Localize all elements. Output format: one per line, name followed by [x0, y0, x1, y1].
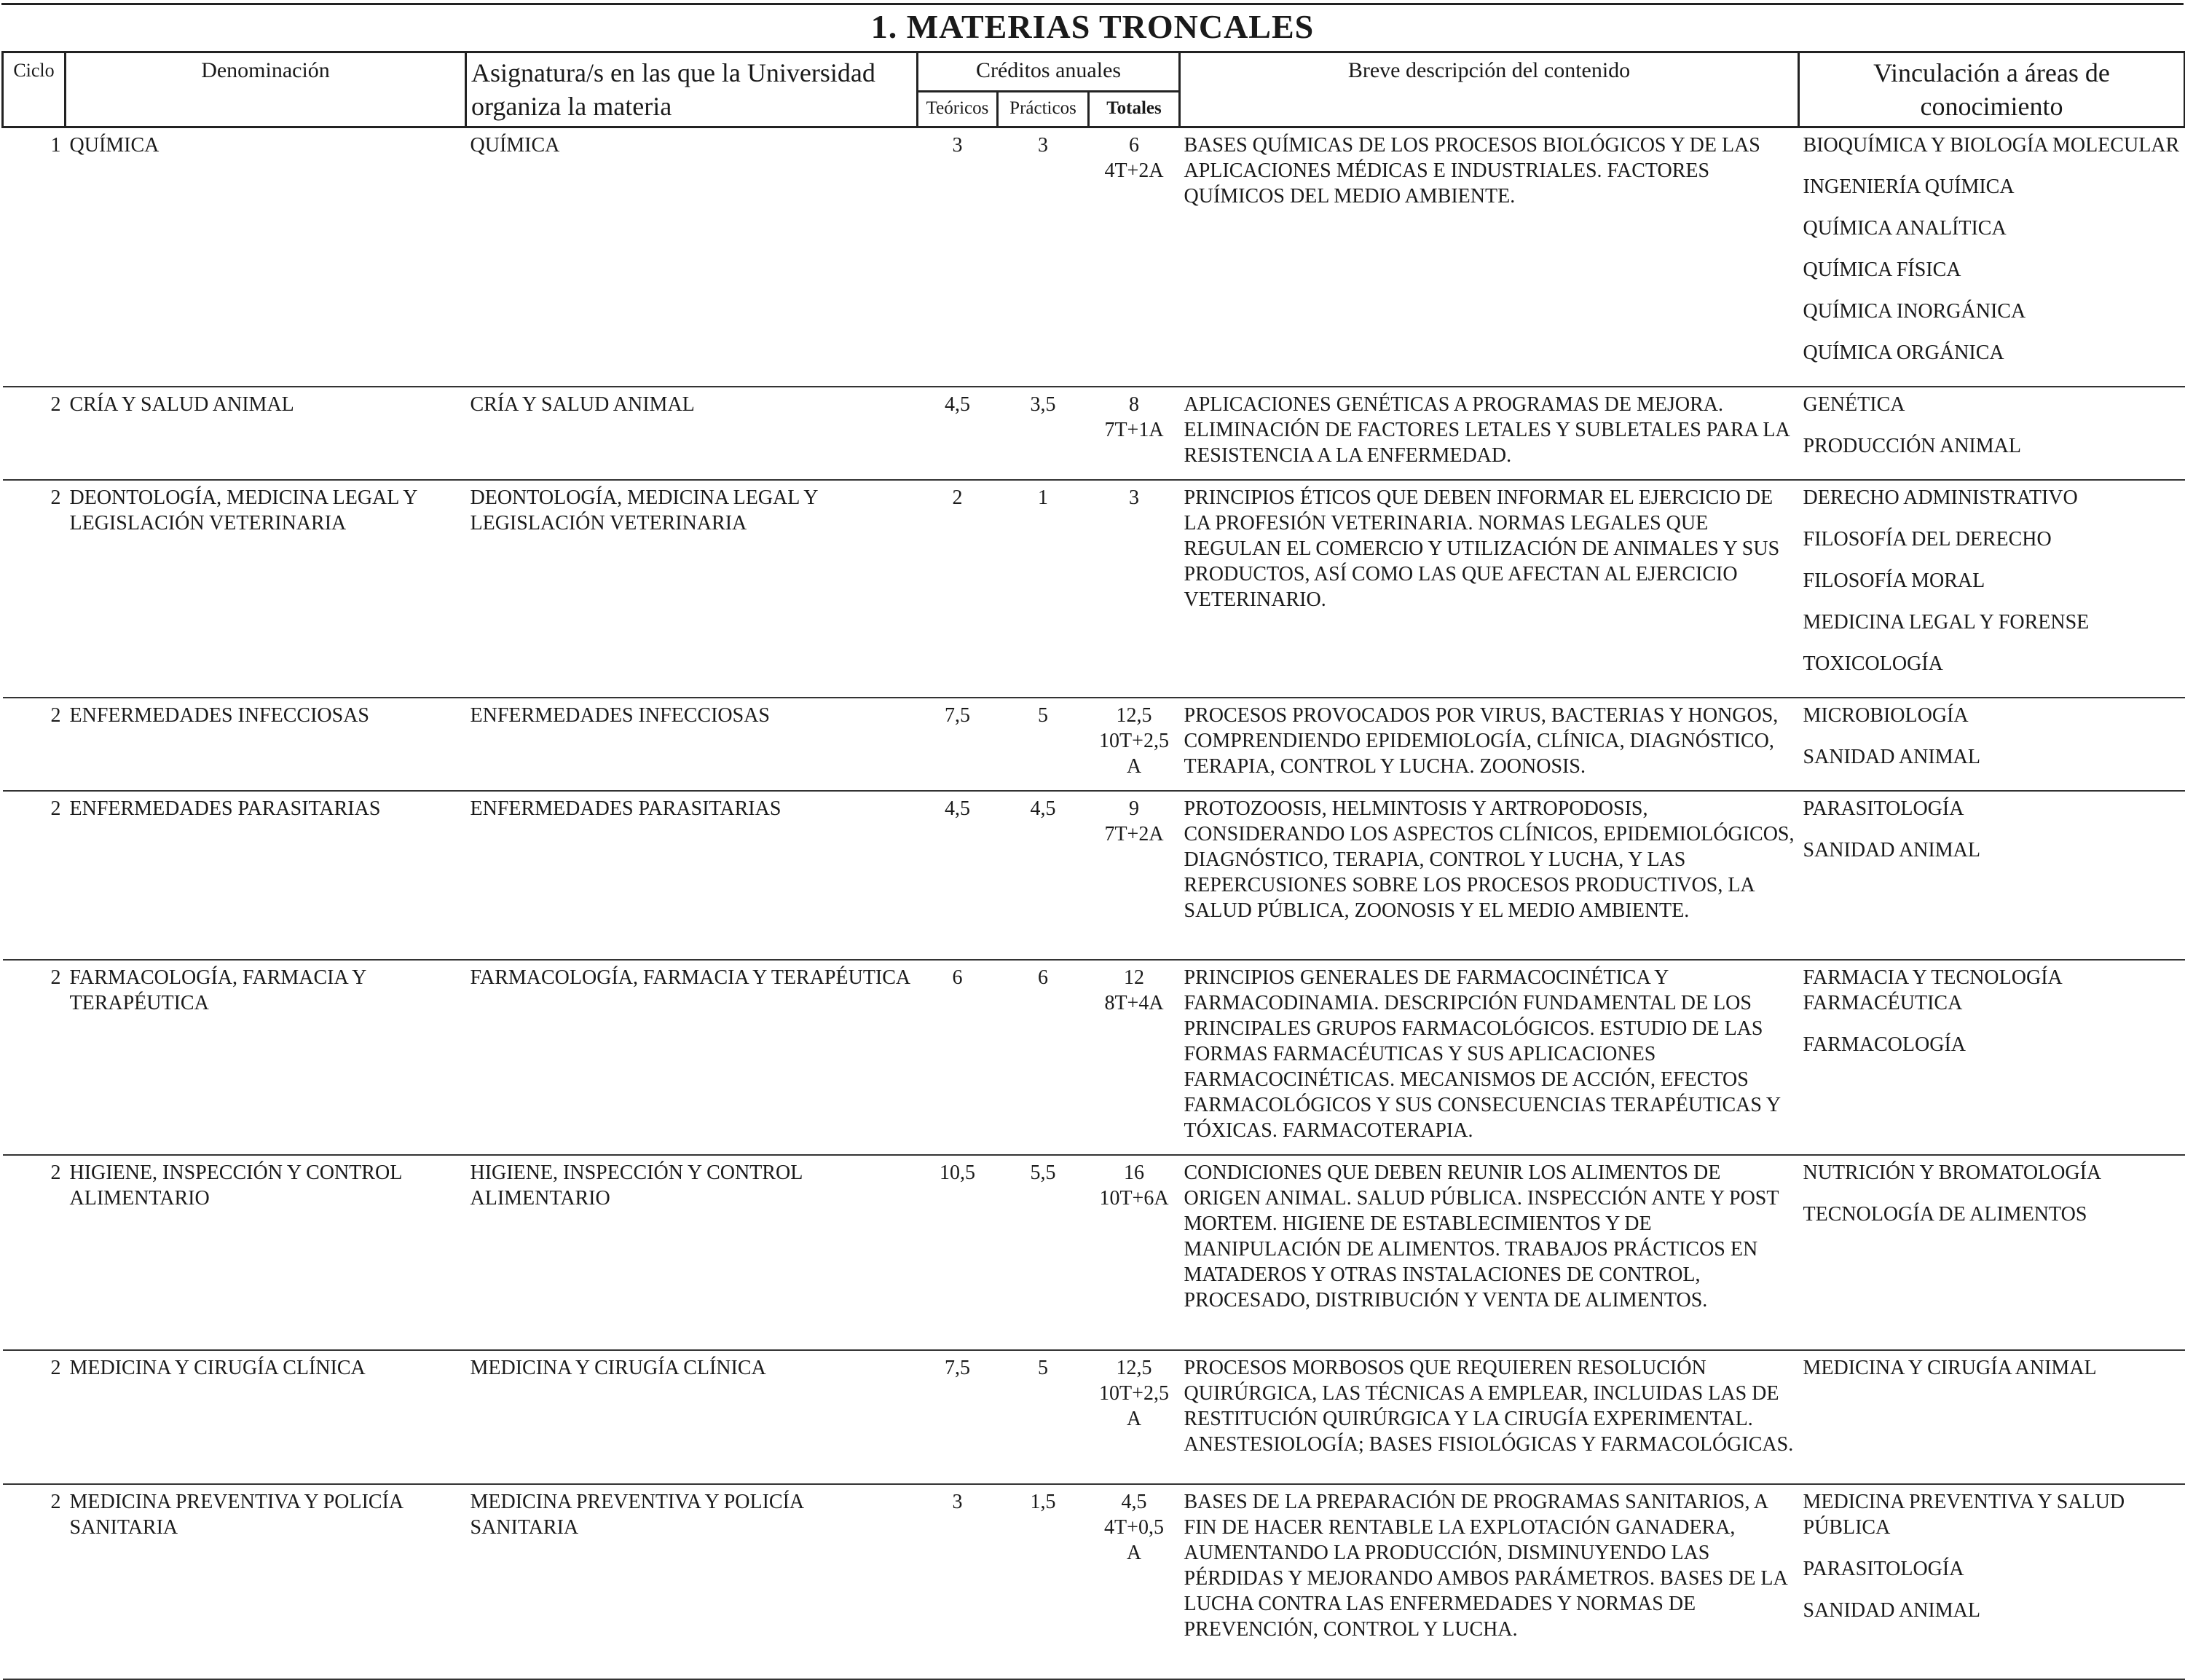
- header-ciclo: Ciclo: [3, 52, 66, 127]
- asignatura-cell: FARMACOLOGÍA, FARMACIA Y TERAPÉUTICA: [466, 960, 918, 1155]
- denominacion-cell: FARMACOLOGÍA, FARMACIA Y TERAPÉUTICA: [66, 960, 466, 1155]
- asignatura-cell: HIGIENE, INSPECCIÓN Y CONTROL ALIMENTARIO: [466, 1155, 918, 1350]
- table-row: [3, 1350, 2185, 1484]
- denominacion-cell: CRÍA Y SALUD ANIMAL: [66, 387, 466, 480]
- denominacion-cell: DEONTOLOGÍA, MEDICINA LEGAL Y LEGISLACIÓN VETERINARIA: [66, 480, 466, 698]
- practicos-cell: 5: [998, 1350, 1089, 1484]
- denominacion-cell: QUÍMICA: [66, 127, 466, 387]
- asignatura-cell: ENFERMEDADES INFECCIOSAS: [466, 698, 918, 791]
- asignatura-cell: MEDICINA Y CIRUGÍA CLÍNICA: [466, 1350, 918, 1484]
- ciclo-cell: 2: [3, 1484, 66, 1679]
- teoricos-cell: 10,5: [918, 1155, 998, 1350]
- header-teoricos: Teóricos: [918, 91, 998, 127]
- header-vinculacion: Vinculación a áreas de conocimiento: [1799, 52, 2185, 127]
- header-descripcion: Breve descripción del contenido: [1180, 52, 1799, 127]
- totales-line: A: [1126, 755, 1142, 778]
- area-item: INGENIERÍA QUÍMICA: [1803, 176, 2015, 198]
- descripcion-cell: PROCESOS MORBOSOS QUE REQUIEREN RESOLUCIÓN QUIRÚRGICA, LAS TÉCNICAS A EMPLEAR, INCLUIDAS LAS DE RESTITUCIÓN QUIRÚRGICA Y LA CIRUGÍA EXPERIMENTAL. ANESTESIOLOGÍA; BASES FISIOLÓGICAS Y FARMACOLÓGICAS.: [1180, 1350, 1799, 1484]
- practicos-cell: 3: [998, 127, 1089, 387]
- area-item: PRODUCCIÓN ANIMAL: [1803, 435, 2021, 457]
- totales-line: 7T+1A: [1104, 419, 1164, 441]
- teoricos-cell: 6: [918, 960, 998, 1155]
- area-item: MEDICINA LEGAL Y FORENSE: [1803, 611, 2090, 634]
- totales-line: 4T+0,5: [1104, 1516, 1164, 1539]
- totales-line: 10T+2,5: [1099, 730, 1169, 752]
- descripcion-cell: PRINCIPIOS GENERALES DE FARMACOCINÉTICA Y FARMACODINAMIA. DESCRIPCIÓN FUNDAMENTAL DE LOS PRINCIPALES GRUPOS FARMACOLÓGICOS. ESTUDIO DE LAS FORMAS FARMACÉUTICAS Y SUS APLICACIONES FARMACOCINÉTICAS. MECANISMOS DE ACCIÓN, EFECTOS FARMACOLÓGICOS Y SUS CONSECUENCIAS TERAPÉUTICAS Y TÓXICAS. FARMACOTERAPIA.: [1180, 960, 1799, 1155]
- denominacion-cell: ENFERMEDADES INFECCIOSAS: [66, 698, 466, 791]
- teoricos-cell: 4,5: [918, 791, 998, 960]
- area-item: NUTRICIÓN Y BROMATOLOGÍA: [1803, 1162, 2102, 1184]
- teoricos-cell: 3: [918, 1484, 998, 1679]
- practicos-cell: 4,5: [998, 791, 1089, 960]
- totales-line: 12,5: [1116, 704, 1152, 727]
- areas-cell: [1799, 698, 2185, 791]
- ciclo-cell: 2: [3, 698, 66, 791]
- asignatura-cell: DEONTOLOGÍA, MEDICINA LEGAL Y LEGISLACIÓN VETERINARIA: [466, 480, 918, 698]
- area-item: QUÍMICA ORGÁNICA: [1803, 342, 2004, 364]
- table-row: [3, 127, 2185, 387]
- areas-cell: [1799, 791, 2185, 960]
- totales-line: 12: [1124, 966, 1144, 989]
- totales-cell: [1089, 960, 1180, 1155]
- totales-cell: [1089, 127, 1180, 387]
- area-item: FARMACIA Y TECNOLOGÍA FARMACÉUTICA: [1803, 966, 2062, 1014]
- asignatura-cell: MEDICINA PREVENTIVA Y POLICÍA SANITARIA: [466, 1484, 918, 1679]
- descripcion-cell: APLICACIONES GENÉTICAS A PROGRAMAS DE MEJORA. ELIMINACIÓN DE FACTORES LETALES Y SUBLETALES PARA LA RESISTENCIA A LA ENFERMEDAD.: [1180, 387, 1799, 480]
- area-item: DERECHO ADMINISTRATIVO: [1803, 486, 2078, 509]
- areas-cell: [1799, 480, 2185, 698]
- practicos-cell: 5: [998, 698, 1089, 791]
- totales-line: 7T+2A: [1104, 823, 1164, 845]
- totales-line: 10T+6A: [1099, 1187, 1169, 1210]
- page-title: 1. MATERIAS TRONCALES: [870, 8, 1315, 45]
- totales-line: 16: [1124, 1162, 1144, 1184]
- totales-cell: [1089, 1350, 1180, 1484]
- ciclo-cell: 2: [3, 387, 66, 480]
- area-item: PARASITOLOGÍA: [1803, 797, 1964, 820]
- ciclo-cell: 2: [3, 1350, 66, 1484]
- area-item: TECNOLOGÍA DE ALIMENTOS: [1803, 1203, 2087, 1226]
- area-item: QUÍMICA INORGÁNICA: [1803, 300, 2026, 323]
- header-totales: Totales: [1089, 91, 1180, 127]
- descripcion-cell: PRINCIPIOS ÉTICOS QUE DEBEN INFORMAR EL EJERCICIO DE LA PROFESIÓN VETERINARIA. NORMAS LEGALES QUE REGULAN EL COMERCIO Y UTILIZACIÓN DE ANIMALES Y SUS PRODUCTOS, ASÍ COMO LAS QUE AFECTAN AL EJERCICIO VETERINARIO.: [1180, 480, 1799, 698]
- ciclo-cell: 2: [3, 791, 66, 960]
- ciclo-cell: 2: [3, 960, 66, 1155]
- area-item: QUÍMICA FÍSICA: [1803, 259, 1961, 281]
- areas-cell: [1799, 127, 2185, 387]
- areas-cell: [1799, 387, 2185, 480]
- area-item: MEDICINA PREVENTIVA Y SALUD PÚBLICA: [1803, 1491, 2125, 1539]
- totales-line: 4,5: [1121, 1491, 1147, 1513]
- descripcion-cell: PROCESOS PROVOCADOS POR VIRUS, BACTERIAS Y HONGOS, COMPRENDIENDO EPIDEMIOLOGÍA, CLÍNICA, DIAGNÓSTICO, TERAPIA, CONTROL Y LUCHA. ZOONOSIS.: [1180, 698, 1799, 791]
- area-item: SANIDAD ANIMAL: [1803, 839, 1980, 861]
- totales-line: 12,5: [1116, 1357, 1152, 1379]
- header-row: [3, 52, 2185, 92]
- ciclo-cell: 2: [3, 480, 66, 698]
- asignatura-cell: CRÍA Y SALUD ANIMAL: [466, 387, 918, 480]
- descripcion-cell: BASES QUÍMICAS DE LOS PROCESOS BIOLÓGICOS Y DE LAS APLICACIONES MÉDICAS E INDUSTRIALES. FACTORES QUÍMICOS DEL MEDIO AMBIENTE.: [1180, 127, 1799, 387]
- area-item: FILOSOFÍA DEL DERECHO: [1803, 528, 2052, 551]
- header-asignatura: Asignatura/s en las que la Universidad organiza la materia: [466, 52, 918, 127]
- header-creditos: Créditos anuales: [918, 52, 1180, 92]
- denominacion-cell: MEDICINA Y CIRUGÍA CLÍNICA: [66, 1350, 466, 1484]
- table-row: [3, 480, 2185, 698]
- area-item: FARMACOLOGÍA: [1803, 1033, 1966, 1056]
- table-body: [3, 127, 2185, 1680]
- asignatura-cell: QUÍMICA: [466, 127, 918, 387]
- denominacion-cell: HIGIENE, INSPECCIÓN Y CONTROL ALIMENTARIO: [66, 1155, 466, 1350]
- ciclo-cell: 2: [3, 1155, 66, 1350]
- area-item: SANIDAD ANIMAL: [1803, 746, 1980, 768]
- denominacion-cell: ENFERMEDADES PARASITARIAS: [66, 791, 466, 960]
- areas-cell: [1799, 1484, 2185, 1679]
- table-row: [3, 960, 2185, 1155]
- area-item: MICROBIOLOGÍA: [1803, 704, 1969, 727]
- totales-line: 3: [1129, 486, 1139, 509]
- teoricos-cell: 7,5: [918, 698, 998, 791]
- descripcion-cell: BASES DE LA PREPARACIÓN DE PROGRAMAS SANITARIOS, A FIN DE HACER RENTABLE LA EXPLOTACIÓN GANADERA, AUMENTANDO LA PRODUCCIÓN, DISMINUYENDO LAS PÉRDIDAS Y MEJORANDO AMBOS PARÁMETROS. BASES DE LA LUCHA CONTRA LAS ENFERMEDADES Y NORMAS DE PREVENCIÓN, CONTROL Y LUCHA.: [1180, 1484, 1799, 1679]
- areas-cell: [1799, 1350, 2185, 1484]
- totales-cell: [1089, 1484, 1180, 1679]
- practicos-cell: 1: [998, 480, 1089, 698]
- practicos-cell: 6: [998, 960, 1089, 1155]
- teoricos-cell: 4,5: [918, 387, 998, 480]
- asignatura-cell: ENFERMEDADES PARASITARIAS: [466, 791, 918, 960]
- totales-cell: [1089, 791, 1180, 960]
- totales-line: A: [1126, 1408, 1142, 1430]
- totales-line: 8T+4A: [1104, 992, 1164, 1014]
- practicos-cell: 3,5: [998, 387, 1089, 480]
- totales-cell: [1089, 480, 1180, 698]
- table-row: [3, 1155, 2185, 1350]
- totales-cell: [1089, 698, 1180, 791]
- table-row: [3, 791, 2185, 960]
- practicos-cell: 5,5: [998, 1155, 1089, 1350]
- table-row: [3, 698, 2185, 791]
- areas-cell: [1799, 960, 2185, 1155]
- totales-line: A: [1126, 1542, 1142, 1564]
- denominacion-cell: MEDICINA PREVENTIVA Y POLICÍA SANITARIA: [66, 1484, 466, 1679]
- descripcion-cell: PROTOZOOSIS, HELMINTOSIS Y ARTROPODOSIS, CONSIDERANDO LOS ASPECTOS CLÍNICOS, EPIDEMIOLÓGICOS, DIAGNÓSTICO, TERAPIA, CONTROL Y LUCHA, Y LAS REPERCUSIONES SOBRE LOS PROCESOS PRODUCTIVOS, LA SALUD PÚBLICA, ZOONOSIS Y EL MEDIO AMBIENTE.: [1180, 791, 1799, 960]
- teoricos-cell: 2: [918, 480, 998, 698]
- totales-line: 9: [1129, 797, 1139, 820]
- area-item: PARASITOLOGÍA: [1803, 1558, 1964, 1580]
- practicos-cell: 1,5: [998, 1484, 1089, 1679]
- area-item: GENÉTICA: [1803, 393, 1905, 416]
- area-item: QUÍMICA ANALÍTICA: [1803, 217, 2007, 240]
- area-item: TOXICOLOGÍA: [1803, 652, 1943, 675]
- totales-cell: [1089, 387, 1180, 480]
- teoricos-cell: 7,5: [918, 1350, 998, 1484]
- materias-table: [1, 51, 2185, 1680]
- header-denominacion: Denominación: [66, 52, 466, 127]
- area-item: MEDICINA Y CIRUGÍA ANIMAL: [1803, 1357, 2097, 1379]
- ciclo-cell: 1: [3, 127, 66, 387]
- area-item: SANIDAD ANIMAL: [1803, 1599, 1980, 1622]
- areas-cell: [1799, 1155, 2185, 1350]
- totales-line: 4T+2A: [1104, 159, 1164, 182]
- descripcion-cell: CONDICIONES QUE DEBEN REUNIR LOS ALIMENTOS DE ORIGEN ANIMAL. SALUD PÚBLICA. INSPECCIÓN ANTE Y POST MORTEM. HIGIENE DE ESTABLECIMIENTOS Y DE MANIPULACIÓN DE ALIMENTOS. TRABAJOS PRÁCTICOS EN MATADEROS Y OTRAS INSTALACIONES DE CONTROL, PROCESADO, DISTRIBUCIÓN Y VENTA DE ALIMENTOS.: [1180, 1155, 1799, 1350]
- totales-line: 10T+2,5: [1099, 1382, 1169, 1405]
- header-practicos: Prácticos: [998, 91, 1089, 127]
- table-row: [3, 387, 2185, 480]
- table-row: [3, 1484, 2185, 1679]
- area-item: FILOSOFÍA MORAL: [1803, 569, 1985, 592]
- teoricos-cell: 3: [918, 127, 998, 387]
- totales-line: 6: [1129, 134, 1139, 157]
- area-item: BIOQUÍMICA Y BIOLOGÍA MOLECULAR: [1803, 134, 2180, 157]
- totales-line: 8: [1129, 393, 1139, 416]
- totales-cell: [1089, 1155, 1180, 1350]
